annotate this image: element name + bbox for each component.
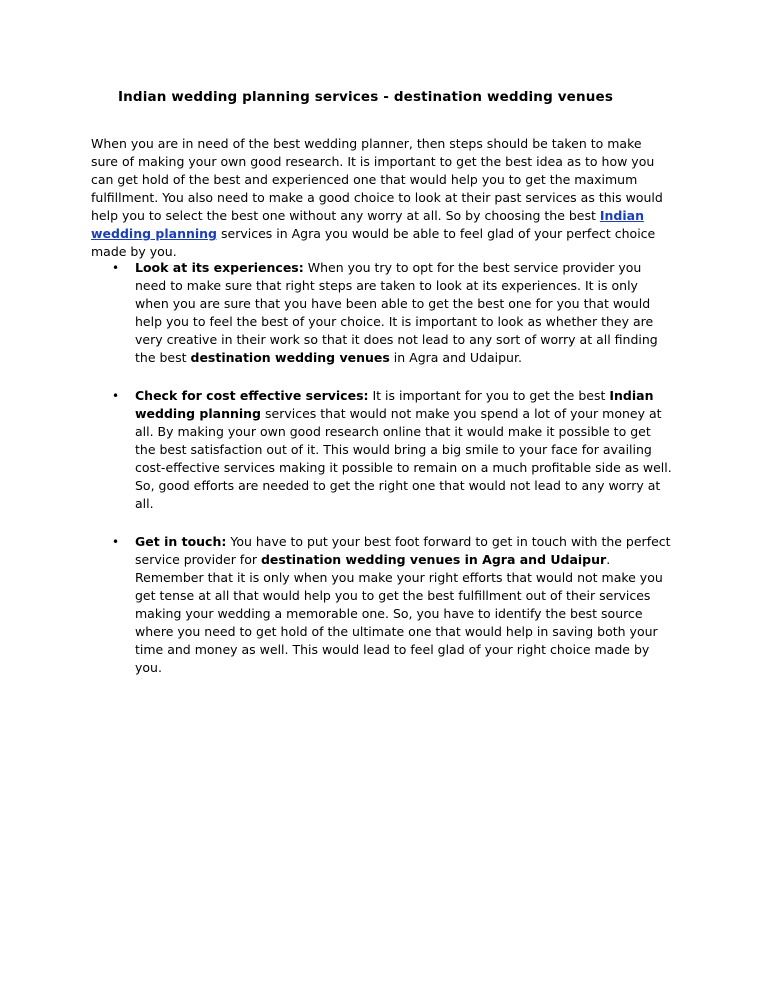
bullet-heading: Check for cost effective services: — [135, 388, 369, 403]
bullet-item-experiences — [91, 259, 691, 367]
bullet-line: making your wedding a memorable one. So, you have to identify the best source — [135, 606, 643, 621]
bullet-line: Remember that it is only when you make your right efforts that would not make you — [135, 570, 663, 585]
bullet-line: the best satisfaction out of it. This would bring a big smile to your face for availing — [135, 442, 652, 457]
intro-text: services in Agra you would be able to feel glad of your perfect choice — [217, 226, 656, 241]
bullet-item-get-in-touch — [91, 533, 691, 677]
bullet-line: get tense at all that would help you to get the best fulfillment out of their services — [135, 588, 651, 603]
bullet-line — [135, 387, 691, 405]
intro-line — [91, 225, 691, 243]
bullet-icon: • — [112, 261, 120, 275]
bullet-line: So, good efforts are needed to get the right one that would not lead to any worry at — [135, 478, 661, 493]
indian-wedding-planning-link-continued[interactable]: wedding planning — [91, 226, 218, 241]
bullet-line: all. By making your own good research online that it would make it possible to get — [135, 424, 651, 439]
bullet-bold-phrase: destination wedding venues — [190, 350, 390, 365]
bullet-line: you. — [135, 660, 162, 675]
bullet-line: where you need to get hold of the ultimate one that would help in saving both your — [135, 624, 658, 639]
bullet-text: It is important for you to get the best — [368, 388, 610, 403]
bullet-heading: Look at its experiences: — [135, 260, 304, 275]
bullet-line: when you are sure that you have been able to get the best one for you that would — [135, 296, 651, 311]
bullet-line — [135, 533, 691, 551]
bullet-line: all. — [135, 496, 154, 511]
bullet-item-cost-effective — [91, 387, 691, 513]
bullet-text: You have to put your best foot forward to get in touch with the perfect — [226, 534, 671, 549]
bullet-bold-phrase: wedding planning — [135, 406, 262, 421]
bullet-line — [135, 349, 691, 367]
bullet-line — [135, 405, 691, 423]
intro-line — [91, 207, 691, 225]
bullet-line: time and money as well. This would lead to feel glad of your right choice made by — [135, 642, 650, 657]
bullet-line: need to make sure that right steps are taken to look at its experiences. It is only — [135, 278, 638, 293]
intro-paragraph — [91, 135, 691, 261]
bullet-icon: • — [112, 535, 120, 549]
intro-line: When you are in need of the best wedding planner, then steps should be taken to make — [91, 136, 642, 151]
intro-line: fulfillment. You also need to make a good choice to look at their past services as this would — [91, 190, 663, 205]
bullet-line — [135, 551, 691, 569]
bullet-text: . — [606, 552, 611, 567]
intro-line: made by you. — [91, 244, 177, 259]
intro-text: help you to select the best one without any worry at all. So by choosing the best — [91, 208, 600, 223]
intro-line: sure of making your own good research. It is important to get the best idea as to how you — [91, 154, 655, 169]
bullet-text: in Agra and Udaipur. — [389, 350, 522, 365]
bullet-text: the best — [135, 350, 191, 365]
intro-line: can get hold of the best and experienced one that would help you to get the maximum — [91, 172, 638, 187]
bullet-bold-phrase: Indian — [609, 388, 654, 403]
bullet-text: service provider for — [135, 552, 261, 567]
bullet-line: very creative in their work so that it does not lead to any sort of worry at all finding — [135, 332, 658, 347]
bullet-line: cost-effective services making it possible to remain on a much profitable side as well. — [135, 460, 672, 475]
indian-wedding-planning-link[interactable]: Indian — [599, 208, 644, 223]
bullet-line: help you to feel the best of your choice. It is important to look as whether they are — [135, 314, 654, 329]
bullet-text: services that would not make you spend a lot of your money at — [261, 406, 662, 421]
bullet-list — [91, 259, 691, 697]
page-title: Indian wedding planning services - destination wedding venues — [118, 89, 613, 105]
bullet-text: When you try to opt for the best service provider you — [303, 260, 642, 275]
bullet-heading: Get in touch: — [135, 534, 227, 549]
bullet-icon: • — [112, 389, 120, 403]
bullet-line — [135, 259, 691, 277]
bullet-bold-phrase: destination wedding venues in Agra and Udaipur — [260, 552, 607, 567]
